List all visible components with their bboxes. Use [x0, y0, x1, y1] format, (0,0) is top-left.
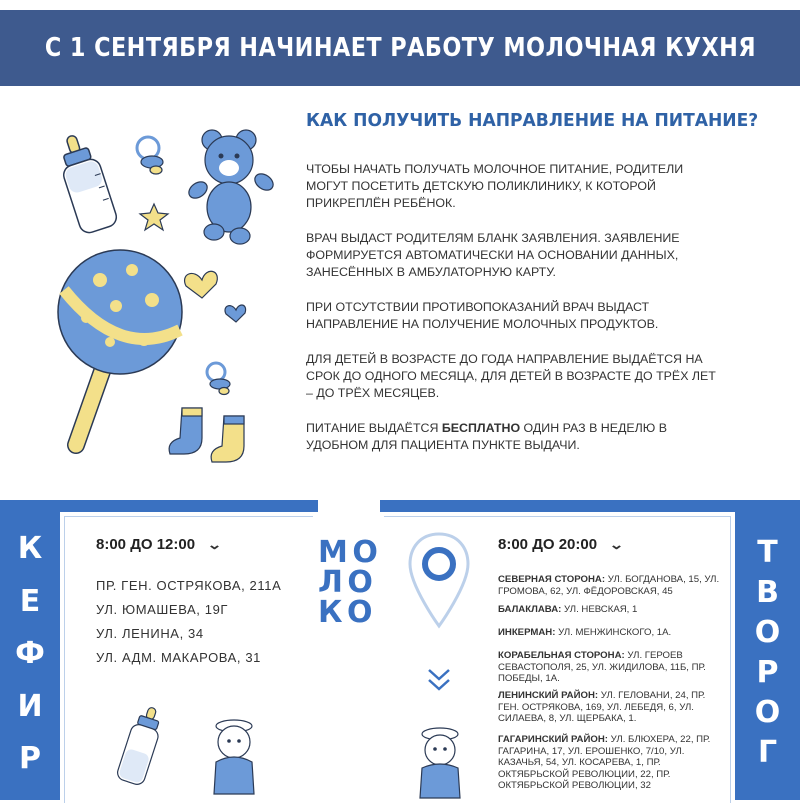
- district-address: УЛ. НЕВСКАЯ, 1: [561, 604, 638, 615]
- kefir-address: ПР. ГЕН. ОСТРЯКОВА, 211А: [96, 578, 282, 593]
- info-heading: КАК ПОЛУЧИТЬ НАПРАВЛЕНИЕ НА ПИТАНИЕ?: [306, 110, 759, 131]
- map-pin-illustration: [406, 530, 472, 700]
- title-bar: [0, 10, 800, 86]
- star-icon: [140, 204, 168, 230]
- free-highlight: БЕСПЛАТНО: [441, 421, 521, 435]
- district-entry: [498, 627, 728, 639]
- tvorog-bar: [735, 500, 800, 800]
- kefir-label: [0, 531, 60, 776]
- header: [0, 0, 800, 88]
- kefir-hours-text: 8:00 ДО 12:00: [96, 536, 196, 553]
- district-entry: [498, 650, 728, 685]
- district-entry: [498, 734, 728, 792]
- tvorog-label: [735, 535, 800, 770]
- pacifier-icon: [137, 137, 163, 174]
- district-address: УЛ. ГЕРОЕВ СЕВАСТОПОЛЯ, 25, УЛ. ЖИДИЛОВА, 11Б, ПР. ПОБЕДЫ, 1А.: [498, 650, 706, 684]
- kefir-illustrations: [100, 698, 300, 798]
- info-paragraph-5: [306, 420, 726, 454]
- district-address: УЛ. МЕНЖИНСКОГО, 1А.: [555, 627, 672, 638]
- info-paragraph-2: ВРАЧ ВЫДАСТ РОДИТЕЛЯМ БЛАНК ЗАЯВЛЕНИЯ. ЗАЯВЛЕНИЕ ФОРМИРУЕТСЯ АВТОМАТИЧЕСКИ НА ОСНОВАНИИ ДАННЫХ, ЗАНЕСЁННЫХ В АМБУЛАТОРНУЮ КАРТУ.: [306, 231, 680, 279]
- info-section: [306, 110, 776, 472]
- tvorog-letter: О: [754, 695, 781, 730]
- kefir-letter: Ф: [15, 636, 45, 671]
- baby-bottle-icon: [52, 130, 118, 235]
- socks-icon: [169, 408, 244, 462]
- kefir-hours: [96, 536, 223, 553]
- bottom-section: [0, 500, 800, 800]
- kefir-letter: И: [17, 688, 43, 724]
- tvorog-letter: Р: [756, 655, 779, 690]
- info-paragraph-1: ЧТОБЫ НАЧАТЬ ПОЛУЧАТЬ МОЛОЧНОЕ ПИТАНИЕ, РОДИТЕЛИ МОГУТ ПОСЕТИТЬ ДЕТСКУЮ ПОЛИКЛИНИКУ, К КОТОРОЙ ПРИКРЕПЛЁН РЕБЁНОК.: [306, 162, 684, 210]
- district-name: СЕВЕРНАЯ СТОРОНА:: [498, 574, 606, 585]
- info-p5-end: ОДИН РАЗ В НЕДЕЛЮ В УДОБНОМ ДЛЯ ПАЦИЕНТА ПУНКТЕ ВЫДАЧИ.: [306, 421, 668, 452]
- moloko-label: [318, 535, 380, 758]
- chevron-down-icon: ⌄: [206, 537, 223, 552]
- tvorog-hours-text: 8:00 ДО 20:00: [498, 536, 598, 553]
- kefir-letter: Е: [19, 583, 41, 619]
- tvorog-panel: [380, 512, 735, 800]
- moloko-letter: О: [352, 535, 378, 570]
- kefir-letter: Р: [19, 741, 41, 776]
- tvorog-letter: Т: [757, 535, 778, 570]
- map-pin-icon: [410, 534, 468, 626]
- kefir-address: УЛ. ЛЕНИНА, 34: [96, 626, 204, 641]
- district-entry: [498, 604, 728, 616]
- district-address: УЛ. БОГДАНОВА, 15, УЛ. ГРОМОВА, 62, УЛ. ФЁДОРОВСКАЯ, 45: [498, 574, 720, 597]
- rattle-icon: [58, 250, 182, 445]
- tvorog-letter: В: [756, 575, 779, 610]
- district-entry: [498, 690, 728, 725]
- baby-bottle-icon: [116, 704, 167, 787]
- illustrations: [40, 110, 280, 490]
- kefir-bar: [0, 500, 60, 800]
- moloko-letter: О: [346, 595, 373, 630]
- moloko-letter: Л: [318, 565, 343, 600]
- teddy-bear-icon: [186, 130, 276, 244]
- kefir-letter: К: [17, 531, 43, 566]
- moloko-letter: К: [318, 595, 343, 630]
- info-paragraph-3: ПРИ ОТСУТСТВИИ ПРОТИВОПОКАЗАНИЙ ВРАЧ ВЫДАСТ НАПРАВЛЕНИЕ НА ПОЛУЧЕНИЕ МОЛОЧНЫХ ПРОДУКТОВ.: [306, 300, 659, 331]
- district-entry: [498, 574, 728, 597]
- info-p5-start: ПИТАНИЕ ВЫДАЁТСЯ: [306, 421, 442, 435]
- district-address: УЛ. ГЕЛОВАНИ, 24, ПР. ГЕН. ОСТРЯКОВА, 169, УЛ. ЛЕБЕДЯ, 6, УЛ. СИЛАЕВА, 8, УЛ. ЩЕРБАКА, 1.: [498, 690, 706, 724]
- kefir-panel: [60, 512, 318, 800]
- chevron-down-icon: [429, 670, 449, 689]
- sailor-baby-icon: [214, 720, 254, 794]
- district-address: УЛ. БЛЮХЕРА, 22, ПР. ГАГАРИНА, 17, УЛ. ЕРОШЕНКО, 7/10, УЛ. КАЗАЧЬЯ, 54, УЛ. КОСАРЕВА, 1, ПР. ОКТЯБРЬСКОЙ РЕВОЛЮЦИИ, 22, ПР. ОКТЯБРЬСКОЙ РЕВОЛЮЦИИ, 32: [498, 734, 711, 791]
- tvorog-illustration: [412, 726, 472, 800]
- moloko-column: [318, 500, 380, 800]
- sailor-baby-icon: [420, 728, 460, 798]
- info-paragraph-4: ДЛЯ ДЕТЕЙ В ВОЗРАСТЕ ДО ГОДА НАПРАВЛЕНИЕ ВЫДАЁТСЯ НА СРОК ДО ОДНОГО МЕСЯЦА, ДЛЯ ДЕТЕЙ В ВОЗРАСТЕ ДО ТРЁХ ЛЕТ – ДО ТРЁХ МЕСЯЦЕВ.: [306, 352, 716, 400]
- district-name: КОРАБЕЛЬНАЯ СТОРОНА:: [498, 650, 625, 661]
- moloko-letter: О: [347, 565, 373, 600]
- district-name: ГАГАРИНСКИЙ РАЙОН:: [498, 734, 608, 745]
- tvorog-hours: [498, 536, 625, 553]
- district-name: ИНКЕРМАН:: [498, 627, 556, 638]
- chevron-down-icon: ⌄: [608, 537, 625, 552]
- heart-icon: [225, 305, 246, 322]
- tvorog-letter: О: [754, 615, 781, 650]
- district-name: БАЛАКЛАВА:: [498, 604, 562, 615]
- pacifier-icon: [207, 363, 230, 395]
- kefir-address: УЛ. АДМ. МАКАРОВА, 31: [96, 650, 261, 665]
- heart-icon: [185, 271, 218, 298]
- page-title: С 1 СЕНТЯБРЯ НАЧИНАЕТ РАБОТУ МОЛОЧНАЯ КУХНЯ: [44, 33, 756, 63]
- district-name: ЛЕНИНСКИЙ РАЙОН:: [498, 690, 599, 701]
- moloko-letter: М: [318, 535, 348, 570]
- tvorog-letter: Г: [757, 735, 778, 770]
- kefir-address: УЛ. ЮМАШЕВА, 19Г: [96, 602, 229, 617]
